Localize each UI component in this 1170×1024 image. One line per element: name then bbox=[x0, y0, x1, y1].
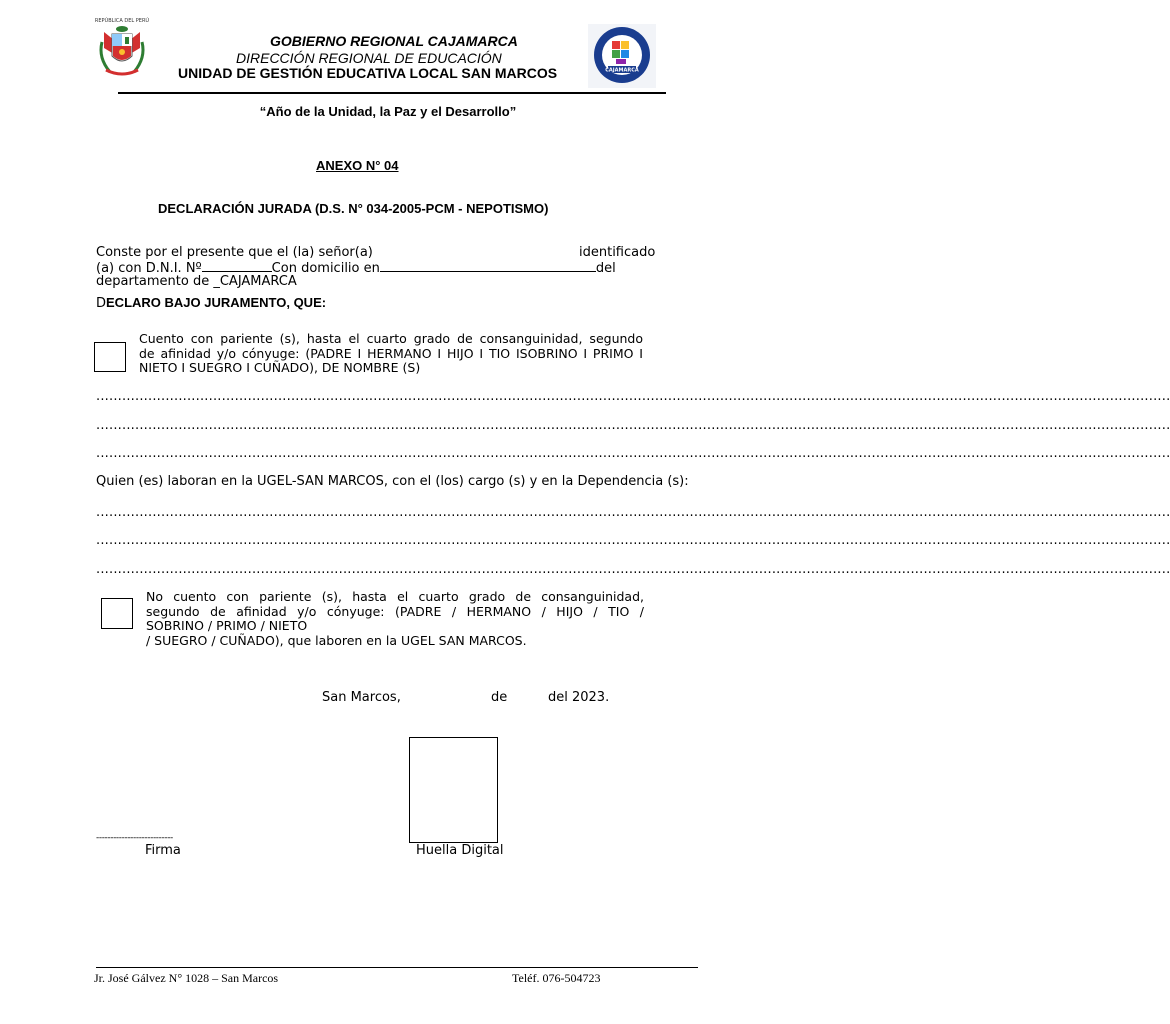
option-no-relatives-checkbox[interactable] bbox=[101, 598, 133, 629]
header-line-direction: DIRECCIÓN REGIONAL DE EDUCACIÓN bbox=[236, 50, 502, 66]
intro-text-identified: identificado bbox=[579, 245, 656, 260]
relative-name-line-1[interactable]: ........................................................................................................................................................................................................................................................ bbox=[96, 389, 1170, 404]
position-line-3[interactable]: ........................................................................................................................................................................................................................................................ bbox=[96, 562, 1170, 577]
option2-line3: SOBRINO / PRIMO / NIETO bbox=[146, 618, 308, 633]
option-has-relatives-checkbox[interactable] bbox=[94, 342, 126, 372]
option2-line1: No cuento con pariente (s), hasta el cuarto grado de consanguinidad, bbox=[146, 589, 644, 604]
intro-line-1 bbox=[96, 246, 656, 261]
annex-title: ANEXO N° 04 bbox=[316, 158, 399, 173]
relative-name-line-3[interactable]: ........................................................................................................................................................................................................................................................ bbox=[96, 446, 1170, 461]
position-line-1[interactable]: ........................................................................................................................................................................................................................................................ bbox=[96, 505, 1170, 520]
intro-dni-label: (a) con D.N.I. Nº bbox=[96, 261, 202, 276]
relative-name-line-2[interactable]: ........................................................................................................................................................................................................................................................ bbox=[96, 418, 1170, 433]
fingerprint-box[interactable] bbox=[409, 737, 498, 843]
position-line-2[interactable]: ........................................................................................................................................................................................................................................................ bbox=[96, 533, 1170, 548]
option2-line2: segundo de afinidad y/o cónyuge: (PADRE / HERMANO / HIJO / TIO / bbox=[146, 603, 644, 619]
intro-domicile-label: Con domicilio en bbox=[271, 261, 380, 276]
signature-line[interactable]: --------------------------- bbox=[96, 833, 173, 843]
emblem-left-text: REPÚBLICA DEL PERÚ bbox=[94, 18, 150, 24]
option1-line3: NIETO I SUEGRO I CUÑADO), DE NOMBRE (S) bbox=[139, 360, 421, 375]
option1-line1: Cuento con pariente (s), hasta el cuarto grado de consanguinidad, segundo bbox=[139, 331, 643, 346]
signature-label: Firma bbox=[145, 843, 181, 858]
intro-text-a: Conste por el presente que el (la) señor(a) bbox=[96, 245, 373, 260]
declaration-title: DECLARACIÓN JURADA (D.S. N° 034-2005-PCM - NEPOTISMO) bbox=[158, 201, 549, 216]
header-line-ugel: UNIDAD DE GESTIÓN EDUCATIVA LOCAL SAN MARCOS bbox=[178, 65, 558, 81]
option-has-relatives-text bbox=[139, 332, 643, 376]
fingerprint-label: Huella Digital bbox=[416, 843, 504, 858]
header-line-government: GOBIERNO REGIONAL CAJAMARCA bbox=[270, 33, 518, 49]
date-year: del 2023. bbox=[548, 690, 610, 705]
footer-divider bbox=[96, 967, 698, 968]
drec-cajamarca-logo-icon bbox=[588, 24, 656, 88]
option1-line2: de afinidad y/o cónyuge: (PADRE I HERMANO I HIJO I TIO ISOBRINO I PRIMO I bbox=[139, 345, 643, 361]
footer-address: Jr. José Gálvez N° 1028 – San Marcos bbox=[94, 971, 279, 985]
domicile-field[interactable] bbox=[380, 260, 596, 272]
date-place: San Marcos, bbox=[322, 690, 401, 705]
dni-field[interactable] bbox=[202, 260, 272, 272]
sworn-first-letter: D bbox=[96, 296, 107, 311]
intro-del-label: del bbox=[595, 261, 616, 276]
emblem-right-text: CAJAMARCA bbox=[605, 67, 639, 74]
year-motto: “Año de la Unidad, la Paz y el Desarrollo” bbox=[259, 104, 517, 119]
sworn-statement-heading bbox=[96, 294, 326, 312]
peru-coat-of-arms-icon bbox=[92, 12, 152, 80]
sworn-rest: ECLARO BAJO JURAMENTO, QUE: bbox=[106, 295, 327, 310]
header-divider bbox=[118, 92, 666, 94]
footer-phone: Teléf. 076-504723 bbox=[512, 971, 601, 985]
date-de: de bbox=[491, 690, 508, 705]
workplace-statement: Quien (es) laboran en la UGEL-SAN MARCOS, con el (los) cargo (s) y en la Dependencia (s): bbox=[96, 474, 689, 489]
intro-line-3: departamento de _CAJAMARCA bbox=[96, 274, 297, 289]
option-no-relatives-text bbox=[146, 590, 644, 648]
option2-line4: / SUEGRO / CUÑADO), que laboren en la UGEL SAN MARCOS. bbox=[146, 632, 527, 648]
